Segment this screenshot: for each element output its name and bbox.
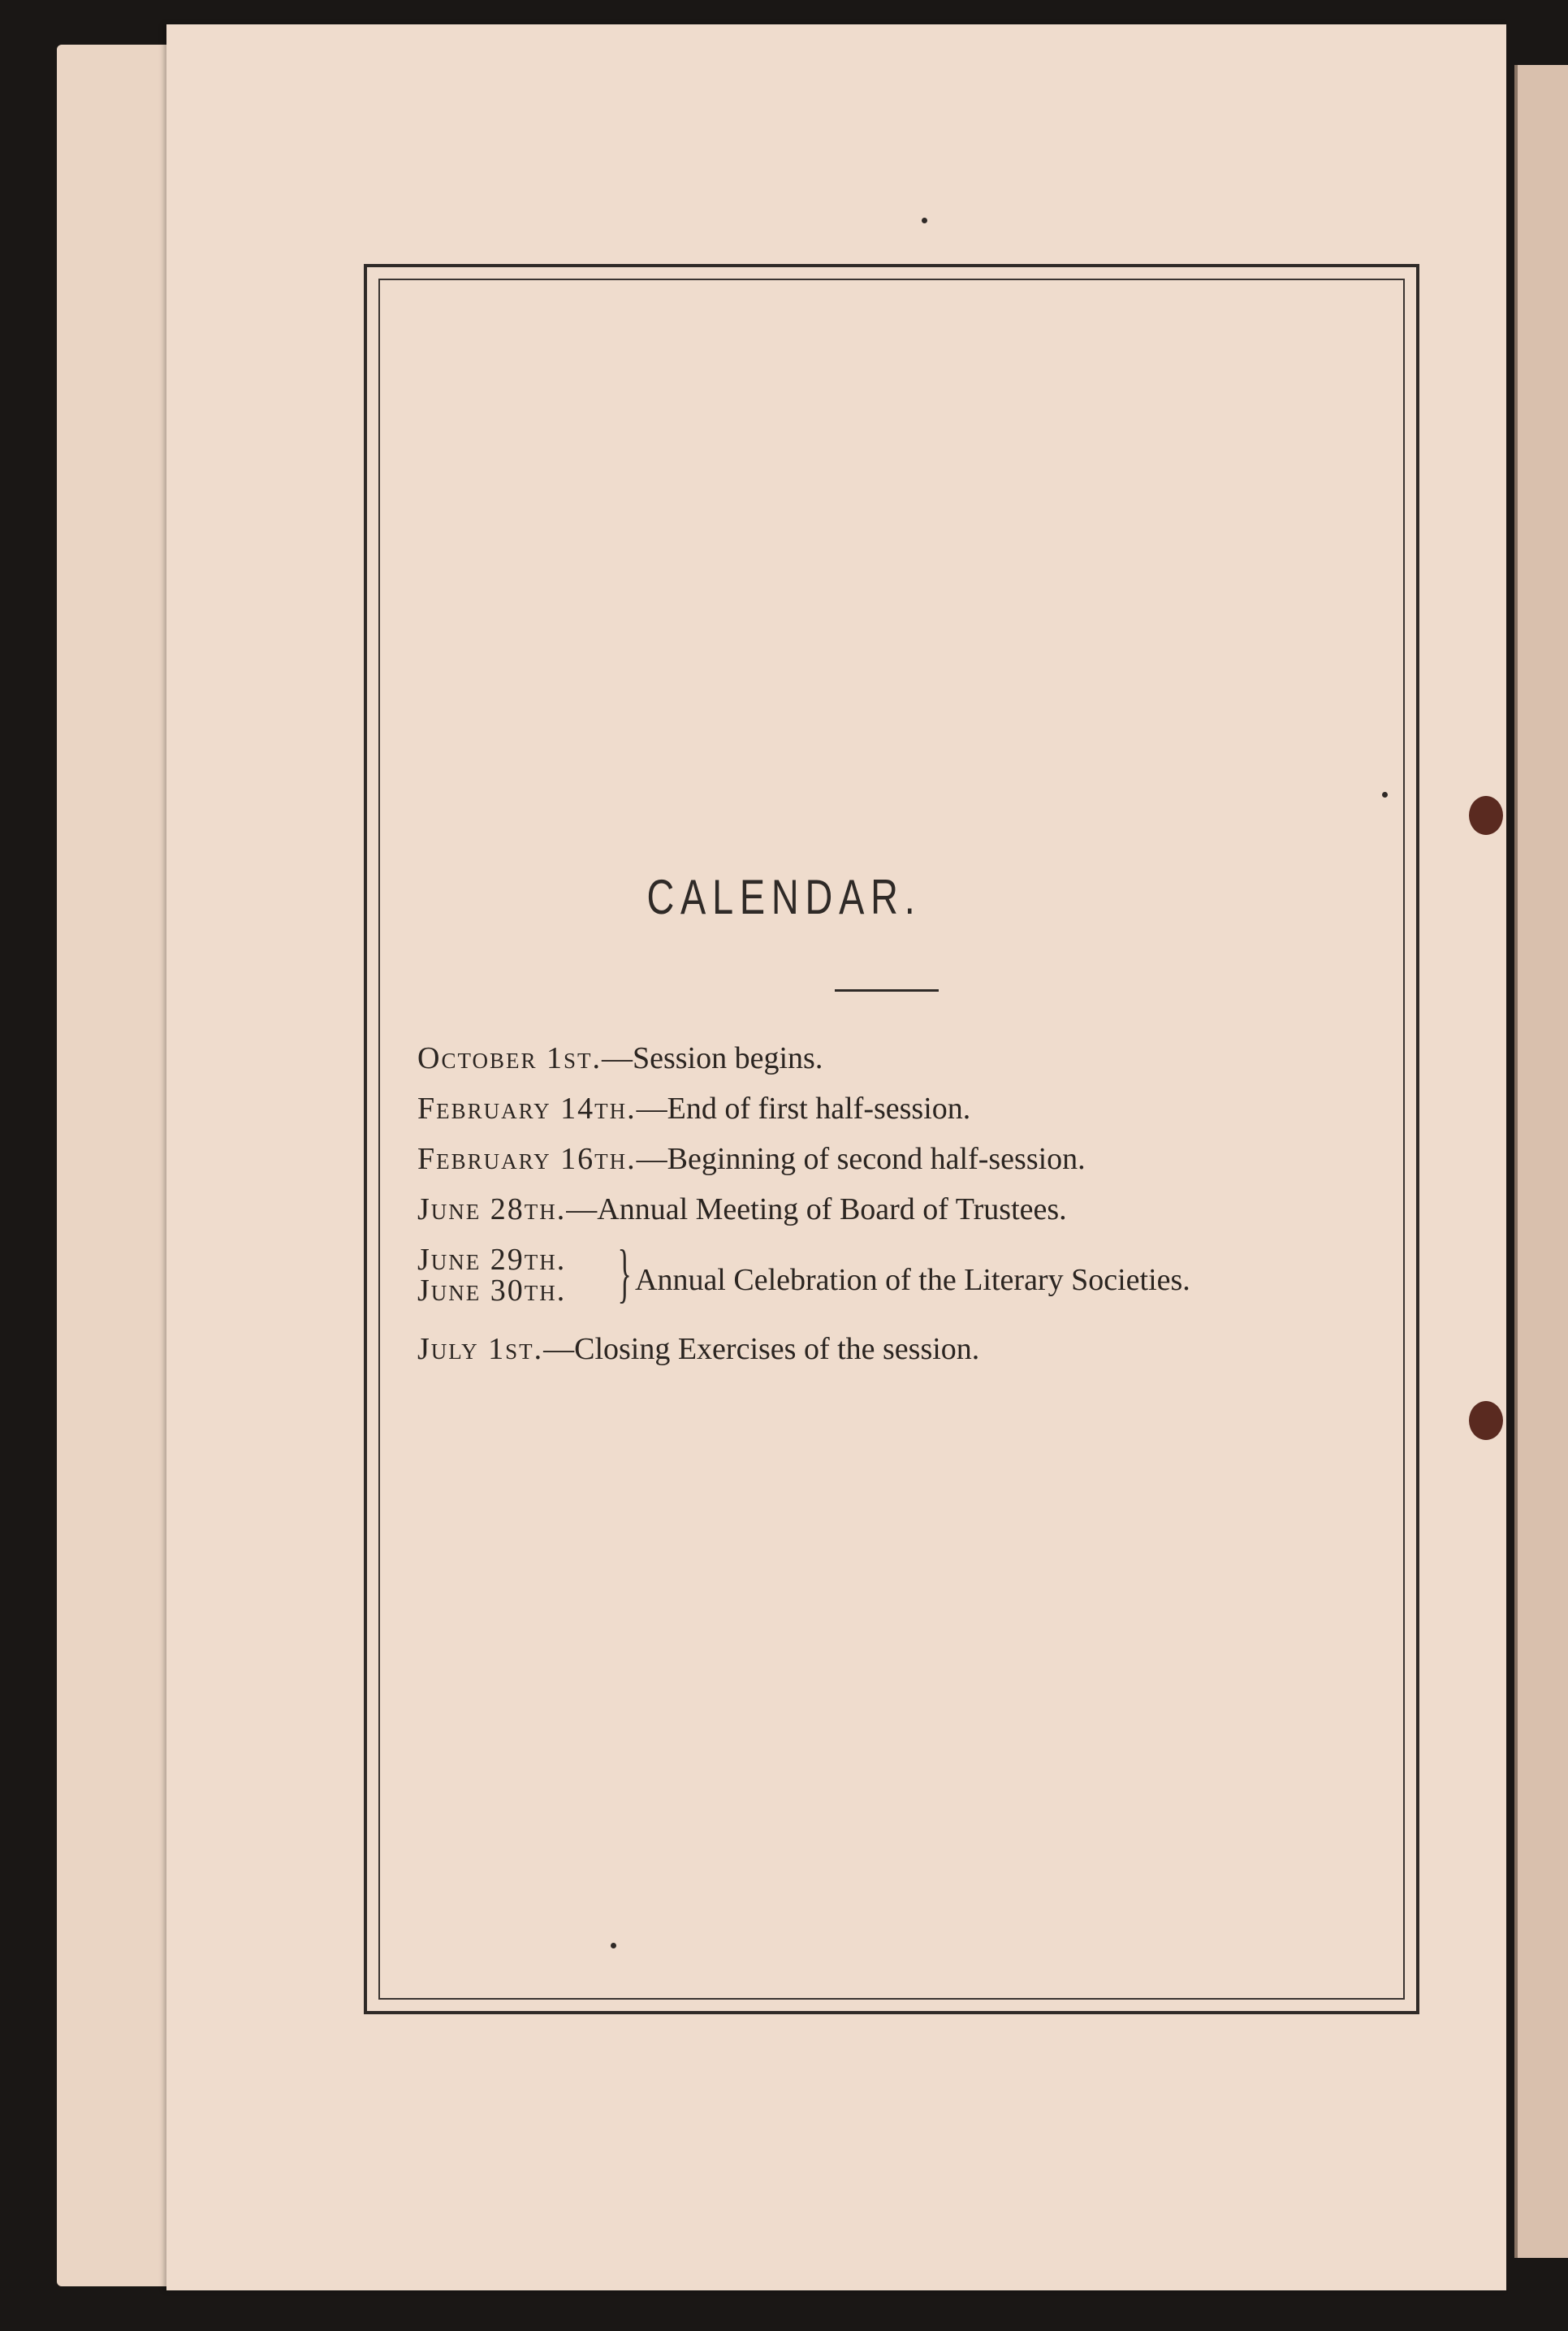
entry-date: October 1st.	[417, 1041, 602, 1075]
entry-date: June 30th.	[417, 1274, 567, 1308]
entry-text: —End of first half-session.	[636, 1092, 971, 1126]
entry-text: —Session begins.	[601, 1041, 823, 1075]
calendar-list	[417, 1033, 1392, 1374]
entry-date: June 28th.	[417, 1192, 567, 1226]
page-title: CALENDAR.	[646, 870, 922, 924]
paper-speck	[611, 1943, 616, 1948]
facing-page-edge	[1514, 65, 1568, 2258]
entry-text: —Closing Exercises of the session.	[543, 1332, 980, 1366]
binding-hole	[1469, 1401, 1503, 1440]
paper-speck	[922, 218, 927, 223]
entry-date: February 14th.	[417, 1092, 637, 1126]
entry-text: —Annual Meeting of Board of Trustees.	[566, 1192, 1067, 1226]
calendar-entry	[417, 1324, 1392, 1374]
calendar-entry	[417, 1134, 1392, 1184]
entry-date: July 1st.	[417, 1332, 544, 1366]
entry-text: Annual Celebration of the Literary Societies.	[635, 1263, 1190, 1297]
paper-speck	[1382, 792, 1388, 798]
entry-text: —Beginning of second half-session.	[636, 1142, 1086, 1176]
calendar-entry	[417, 1184, 1392, 1235]
brace-icon: }	[617, 1238, 632, 1309]
binding-hole	[1469, 796, 1503, 835]
calendar-entry	[417, 1033, 1392, 1083]
entry-date: June 29th.	[417, 1243, 567, 1277]
title-rule	[835, 989, 939, 992]
calendar-entry-group	[417, 1236, 1392, 1324]
calendar-entry	[417, 1083, 1392, 1134]
entry-date: February 16th.	[417, 1142, 637, 1176]
